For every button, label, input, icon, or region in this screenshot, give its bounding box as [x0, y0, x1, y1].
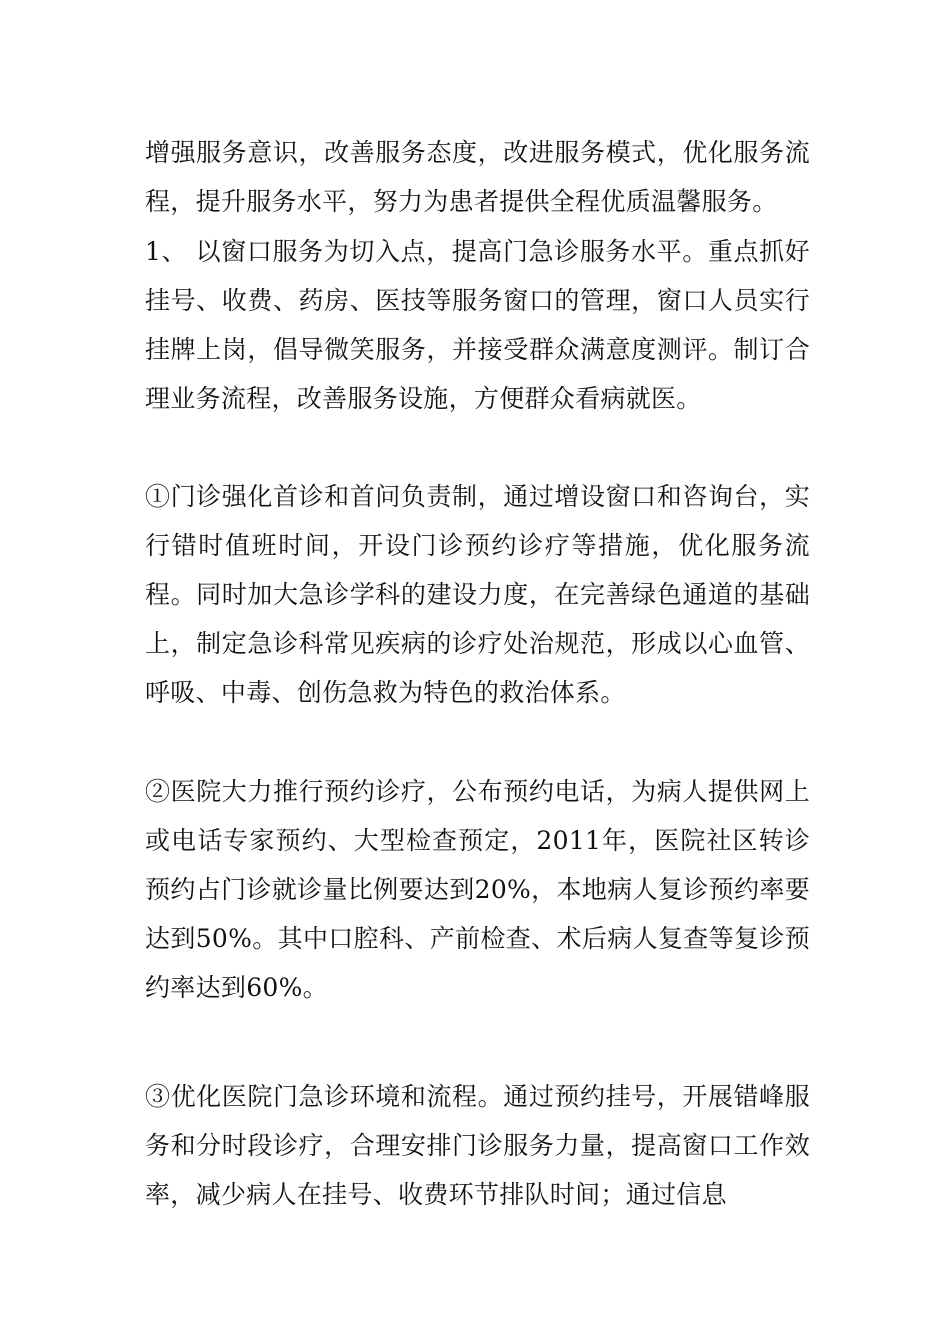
paragraph-service-awareness: 增强服务意识，改善服务态度，改进服务模式，优化服务流程，提升服务水平，努力为患者提供全程优质温馨服务。: [145, 138, 810, 216]
paragraph-outpatient-first-diagnosis: ①门诊强化首诊和首问负责制，通过增设窗口和咨询台，实行错时值班时间，开设门诊预约诊疗等措施，优化服务流程。同时加大急诊学科的建设力度，在完善绿色通道的基础上，制定急诊科常见疾病的诊疗处治规范，形成以心血管、呼吸、中毒、创伤急救为特色的救治体系。: [145, 482, 810, 707]
paragraph-window-service: 1、 以窗口服务为切入点，提高门急诊服务水平。重点抓好挂号、收费、药房、医技等服务窗口的管理，窗口人员实行挂牌上岗，倡导微笑服务，并接受群众满意度测评。制订合理业务流程，改善服务设施，方便群众看病就医。: [145, 237, 810, 413]
paragraph-appointment-diagnosis: ②医院大力推行预约诊疗，公布预约电话，为病人提供网上或电话专家预约、大型检查预定，2011年，医院社区转诊预约占门诊就诊量比例要达到20%，本地病人复诊预约率要达到50%。其中口腔科、产前检查、术后病人复查等复诊预约率达到60%。: [145, 777, 810, 1002]
paragraph-optimize-environment: ③优化医院门急诊环境和流程。通过预约挂号，开展错峰服务和分时段诊疗，合理安排门诊服务力量，提高窗口工作效率，减少病人在挂号、收费环节排队时间；通过信息: [145, 1082, 810, 1209]
